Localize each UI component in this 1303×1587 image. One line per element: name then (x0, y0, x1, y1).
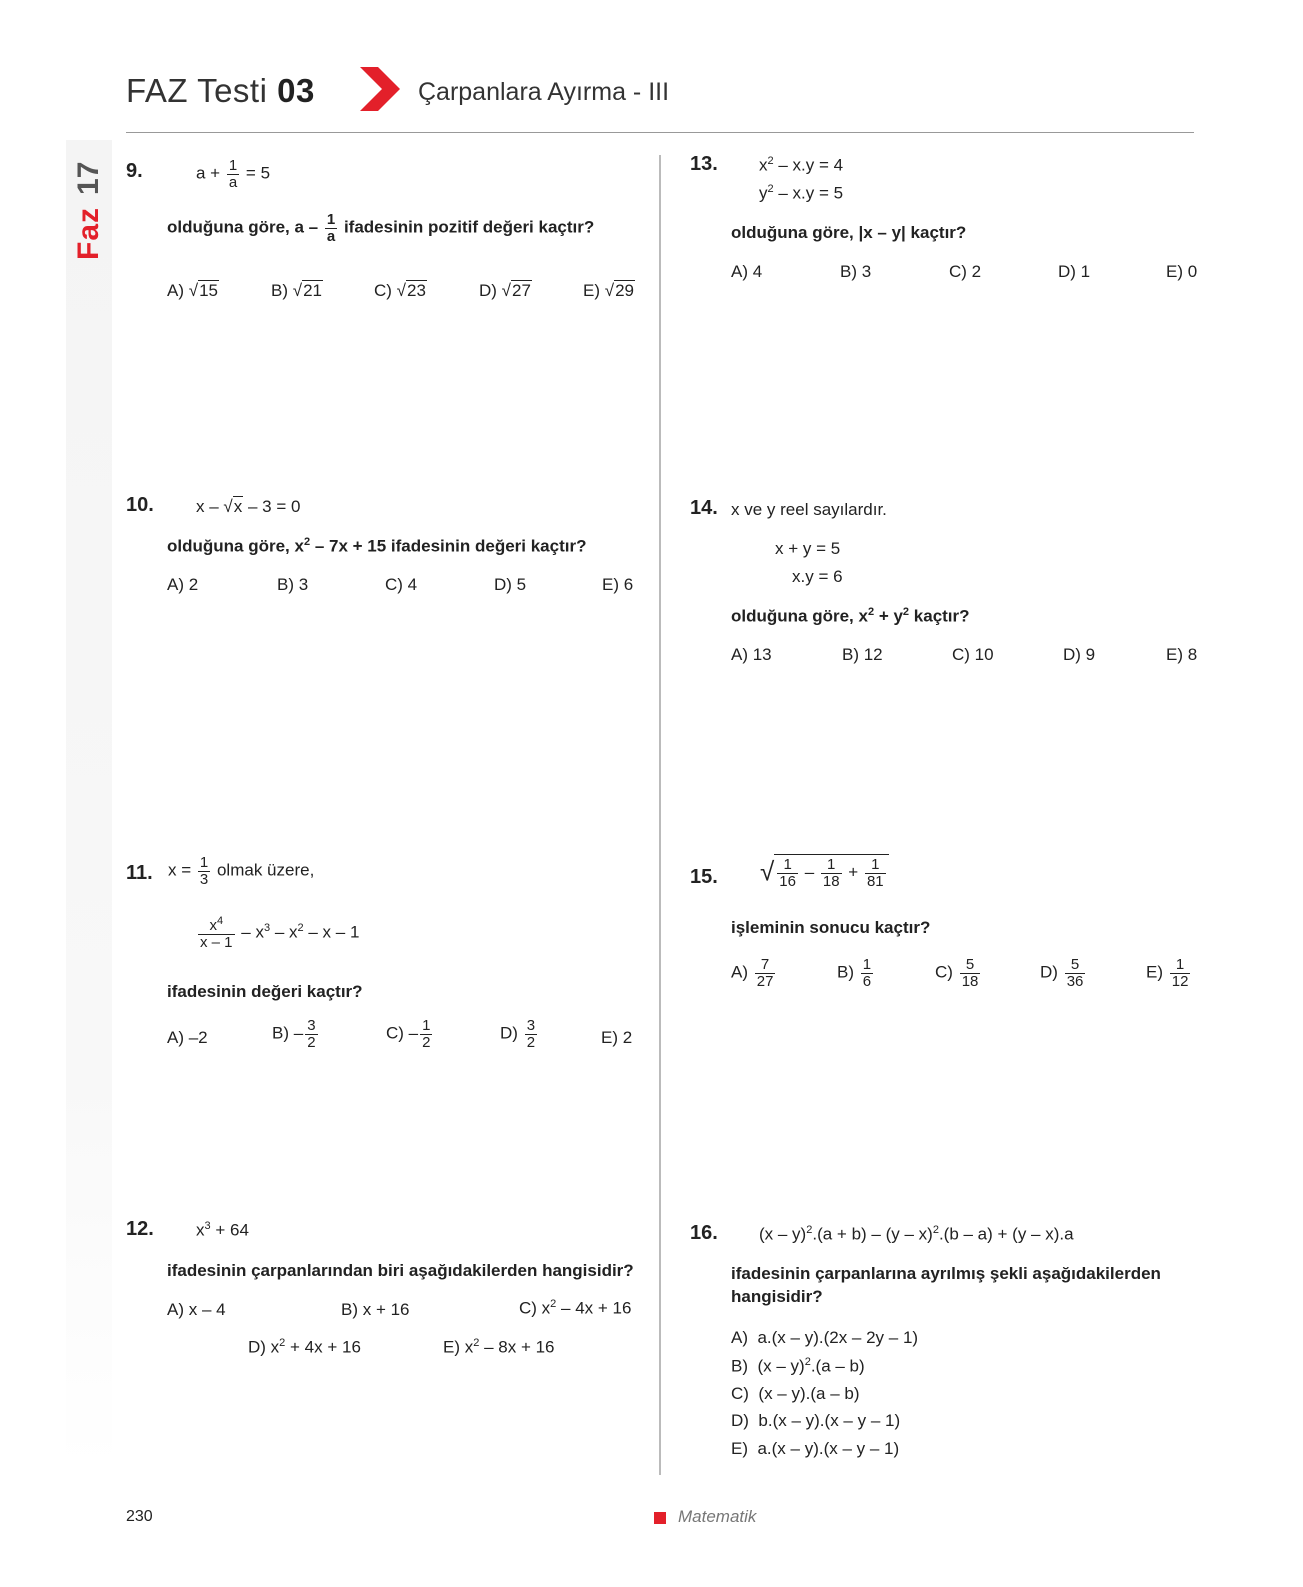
question-11-number: 11. (126, 862, 153, 884)
question-12-option-b[interactable]: B) x + 16 (341, 1300, 410, 1319)
question-13-number: 13. (690, 153, 718, 175)
question-16-option-e[interactable]: E) a.(x – y).(x – y – 1) (731, 1439, 900, 1458)
question-14-option-d[interactable]: D) 9 (1063, 645, 1096, 664)
question-15-option-e[interactable]: E) $\frac{1}{12}$ (1146, 956, 1189, 990)
title-number: 03 (277, 72, 315, 109)
question-16-option-a[interactable]: A) a.(x – y).(2x – 2y – 1) (731, 1328, 919, 1347)
question-10-option-a[interactable]: A) 2 (167, 575, 199, 594)
question-9-option-a[interactable]: A) √15 (167, 281, 218, 300)
question-11-option-c[interactable]: C) – $\frac{1}{2}$ (386, 1017, 431, 1051)
question-14-option-b[interactable]: B) 12 (842, 645, 883, 664)
question-12-option-c[interactable]: C) $x^2 - 4x + 16$ (519, 1298, 632, 1318)
question-16-number: 16. (690, 1222, 718, 1244)
question-9-option-e[interactable]: E) √29 (583, 281, 634, 300)
question-10-text: olduğuna göre, $x^2 - 7x + 15$ ifadesinin değeri kaçtır? (167, 536, 587, 556)
question-11-text: ifadesinin değeri kaçtır? (167, 982, 363, 1001)
question-12-text: ifadesinin çarpanlarından biri aşağıdakilerden hangisidir? (167, 1261, 634, 1280)
question-13-equation-1: $x^2 - x.y = 4$ (759, 155, 844, 175)
question-16-option-d[interactable]: D) b.(x – y).(x – y – 1) (731, 1411, 901, 1430)
question-11-option-a[interactable]: A) –2 (167, 1028, 208, 1047)
subject-label: Matematik (678, 1507, 757, 1526)
question-14-option-e[interactable]: E) 8 (1166, 645, 1198, 664)
question-14-option-c[interactable]: C) 10 (952, 645, 994, 664)
question-12-option-e[interactable]: E) $x^2 - 8x + 16$ (443, 1337, 555, 1357)
question-10-option-e[interactable]: E) 6 (602, 575, 634, 594)
question-10-number: 10. (126, 494, 154, 516)
question-14-text: olduğuna göre, $x^2 + y^2$ kaçtır? (731, 606, 970, 626)
question-16-text-line-1: ifadesinin çarpanlarına ayrılmış şekli aşağıdakilerden (731, 1264, 1161, 1283)
question-9-option-b[interactable]: B) √21 (271, 281, 322, 300)
title-prefix: FAZ Testi (126, 72, 268, 109)
question-16-option-b[interactable]: B) (x – y)$^2$.(a – b) (731, 1356, 865, 1376)
chevron-right-icon (360, 67, 400, 111)
page-number: 230 (126, 1508, 153, 1525)
question-9-text: olduğuna göre, a – $\frac{1}{a}$ ifadesinin pozitif değeri kaçtır? (167, 211, 595, 245)
header-divider (126, 132, 1194, 133)
question-11-option-b[interactable]: B) – $\frac{3}{2}$ (272, 1017, 316, 1051)
question-12-option-d[interactable]: D) $x^2 + 4x + 16$ (248, 1337, 361, 1357)
question-14-number: 14. (690, 497, 718, 519)
question-15-number: 15. (690, 866, 718, 888)
question-11-lead: x = $\frac{1}{3}$ olmak üzere, (168, 854, 315, 888)
question-9-option-c[interactable]: C) √23 (374, 281, 426, 300)
square-icon (654, 1512, 666, 1524)
question-12-expression: $x^3 + 64$ (196, 1220, 249, 1240)
question-15-option-a[interactable]: A) $\frac{7}{27}$ (731, 956, 774, 990)
question-9-option-d[interactable]: D) √27 (479, 281, 531, 300)
question-13-option-a[interactable]: A) 4 (731, 262, 763, 281)
column-divider (659, 155, 661, 1475)
question-12-option-a[interactable]: A) x – 4 (167, 1300, 226, 1319)
question-13-option-c[interactable]: C) 2 (949, 262, 982, 281)
question-10-option-c[interactable]: C) 4 (385, 575, 418, 594)
question-14-lead: x ve y reel sayılardır. (731, 500, 887, 519)
question-14-equation-2: x.y = 6 (792, 567, 843, 586)
question-11-option-e[interactable]: E) 2 (601, 1028, 633, 1047)
question-13-option-d[interactable]: D) 1 (1058, 262, 1091, 281)
question-14-option-a[interactable]: A) 13 (731, 645, 772, 664)
question-14-equation-1: x + y = 5 (775, 539, 841, 558)
question-15-option-b[interactable]: B) $\frac{1}{6}$ (837, 956, 872, 990)
question-15-text: işleminin sonucu kaçtır? (731, 918, 931, 937)
question-12-number: 12. (126, 1218, 154, 1240)
question-15-option-c[interactable]: C) $\frac{5}{18}$ (935, 956, 979, 990)
question-15-option-d[interactable]: D) $\frac{5}{36}$ (1040, 956, 1084, 990)
side-faz-label: Faz (72, 206, 105, 260)
question-9-number: 9. (126, 160, 143, 182)
question-16-option-c[interactable]: C) (x – y).(a – b) (731, 1384, 860, 1403)
question-13-text: olduğuna göre, |x – y| kaçtır? (731, 223, 967, 242)
side-number: 17 (72, 161, 105, 195)
question-9-equation: a + $\frac{1}{a}$ = 5 (196, 157, 271, 191)
question-10-option-d[interactable]: D) 5 (494, 575, 527, 594)
page-subtitle: Çarpanlara Ayırma - III (418, 78, 670, 106)
question-11-option-d[interactable]: D) $\frac{3}{2}$ (500, 1017, 536, 1051)
side-label (72, 150, 106, 260)
question-16-text-line-2: hangisidir? (731, 1287, 823, 1306)
question-13-equation-2: $y^2 - x.y = 5$ (759, 183, 844, 203)
side-strip (66, 140, 112, 1470)
question-10-option-b[interactable]: B) 3 (277, 575, 309, 594)
question-16-expression: (x – y)$^2$.(a + b) – (y – x)$^2$.(b – a) + (y – x).a (759, 1224, 1074, 1244)
question-13-option-b[interactable]: B) 3 (840, 262, 872, 281)
question-13-option-e[interactable]: E) 0 (1166, 262, 1198, 281)
question-10-equation: x – √x – 3 = 0 (196, 497, 301, 516)
question-11-expression: $\frac{x^4}{x - 1}$ – $x^3 - x^2$ – x – 1 (200, 915, 360, 951)
page-title (126, 72, 315, 110)
question-15-expression: √ $\frac{1}{16}$ – $\frac{1}{18}$ + $\frac{1}{81}$ (760, 854, 889, 890)
